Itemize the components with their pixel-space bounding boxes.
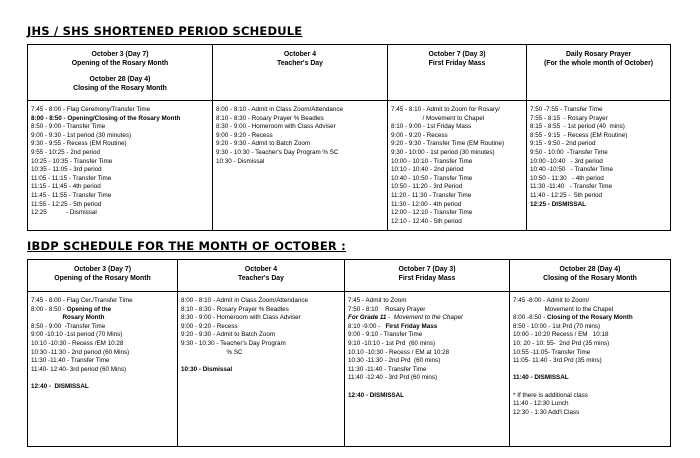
schedule-line: 12:00 - 12:10 - Transfer Time <box>391 209 473 217</box>
jhs-col-header <box>388 45 527 101</box>
schedule-line-segment: First Friday Mass <box>385 322 438 330</box>
schedule-line: 9:15 - 9:50 - 2nd period <box>530 140 596 148</box>
jhs-col-header <box>527 45 671 101</box>
jhs-body-row <box>28 101 671 231</box>
ibdp-col-header <box>510 260 671 292</box>
column-header-line: Opening of the Rosary Month <box>54 274 151 282</box>
column-header-line: October 3 (Day 7) <box>91 51 149 58</box>
ibdp-col-header <box>28 260 178 292</box>
blank-line <box>348 383 506 392</box>
column-header-line: Teacher's Day <box>238 274 284 282</box>
schedule-line: 7:45 - 8:10 - Admit to Zoom for Rosary/ <box>391 106 500 113</box>
schedule-line <box>31 306 174 315</box>
schedule-line: 10:25 - 10:35 - Transfer Time <box>31 157 113 165</box>
schedule-line: 8:30 - 9:00 - Homeroom with Class Adviser <box>216 123 336 131</box>
jhs-header-row <box>28 45 671 101</box>
schedule-line: 7:45 - Admit to Zoom <box>348 297 407 304</box>
blank-line <box>31 374 174 383</box>
schedule-line: 11:15 - 11:45 - 4th period <box>31 183 101 191</box>
schedule-line: 10:40 - 10:50 - Transfer Time <box>391 174 473 182</box>
schedule-line: 9:20 - 9:30 - Admit to Batch Zoom <box>216 140 311 148</box>
schedule-line: 11:40- 12:40- 3rd period (60 Mins) <box>31 365 127 373</box>
schedule-line: 8:10 - 8:30 - Rosary Prayer % Beadles <box>181 305 289 313</box>
schedule-line: 11:05 - 11:15 - Transfer Time <box>31 174 112 182</box>
schedule-line: 9:00 - 9:20 - Recess <box>181 322 238 330</box>
schedule-line: 8:50 - 9:00 -Transfer Time <box>31 322 106 330</box>
ibdp-col-header <box>345 260 510 292</box>
column-header-line: (For the whole month of October) <box>543 59 654 67</box>
schedule-line: Rosary Month <box>31 314 105 322</box>
schedule-line: 9:55 - 10:25 - 2nd period <box>31 148 100 156</box>
jhs-col-body <box>527 101 671 231</box>
schedule-line: 10:30 - Dismissal <box>181 365 233 373</box>
schedule-line-segment: 8:00 -8:50 - <box>513 314 547 322</box>
schedule-line: 11:55 - 12:25 - 5th period <box>31 200 102 208</box>
column-header-line: October 7 (Day 3) <box>398 266 456 273</box>
schedule-line: 10:35 - 11:05 - 3rd period <box>31 166 102 174</box>
schedule-line: 8:00 - 8:10 - Admit in Class Zoom/Attendance <box>181 297 309 304</box>
schedule-line: 11:40 - 12:25 - 5th period <box>530 191 602 199</box>
column-header-line: First Friday Mass <box>398 274 456 282</box>
schedule-line: 9:30 - 10:30 - Teacher's Day Program <box>181 339 286 347</box>
schedule-line: 9:10 -10:10 - 1st Prd (60 mins) <box>348 339 436 347</box>
ibdp-body-row <box>28 292 671 447</box>
jhs-col-body <box>28 101 213 231</box>
ibdp-header-row <box>28 260 671 292</box>
jhs-col-header <box>213 45 388 101</box>
schedule-line: 12:40 - DISMISSAL <box>348 391 404 399</box>
schedule-line: 9:00 - 9:30 - 1st period (30 minutes) <box>31 131 132 139</box>
column-header-line: Daily Rosary Prayer <box>565 51 632 58</box>
schedule-line: 7:55 - 8:15 - Rosary Prayer <box>530 114 608 122</box>
column-header-line: Opening of the Rosary Month <box>71 59 169 67</box>
schedule-line: 12:10 - 12:40 - 5th period <box>391 217 462 225</box>
column-header-line: Closing of the Rosary Month <box>73 84 167 92</box>
schedule-line: 7:45 - 8:00 - Flag Ceremony/Transfer Time <box>31 106 151 113</box>
schedule-line: 7:50 - 8:10 Rosary Prayer <box>348 305 426 313</box>
schedule-line: Movement to the Chapel <box>513 305 614 313</box>
ibdp-col-header <box>178 260 345 292</box>
schedule-line: 10:50 - 11:30 - 4th period <box>530 174 604 182</box>
schedule-line: 7:45 - 8:00 - Flag Cer./Transfer Time <box>31 297 133 304</box>
schedule-line: / Movement to Chapel <box>391 114 485 122</box>
schedule-line: 11:45 - 11:55 - Transfer Time <box>31 191 112 199</box>
schedule-line: 11:05- 11:40 - 3rd Prd (35 mins) <box>513 357 602 365</box>
schedule-line-segment: Opening of the <box>66 305 112 313</box>
column-header-line: October 3 (Day 7) <box>73 266 132 273</box>
schedule-line: * If there is additional class <box>513 391 588 399</box>
schedule-line: 10:00 - 10:20 Recess / EM 10:18 <box>513 331 609 339</box>
schedule-line-segment: For Grade 11 <box>348 314 387 322</box>
schedule-line: 11:30 -11:40 - Transfer Time <box>530 183 613 191</box>
schedule-line: 10: 20 - 10: 55- 2nd Prd (35 mins) <box>513 339 610 347</box>
schedule-line <box>348 314 506 323</box>
schedule-line: 8:50 - 9:00 - Transfer Time <box>31 123 106 131</box>
schedule-line: 9:00 - 9:10 - Transfer Time <box>348 331 423 339</box>
column-header-line: First Friday Mass <box>428 59 486 67</box>
column-header-line: October 4 <box>244 266 278 273</box>
schedule-line: 7:50 -7:55 - Transfer Time <box>530 106 603 113</box>
ibdp-col-body <box>345 292 510 447</box>
schedule-line: 11:30 -11:40 - Transfer Time <box>31 357 110 365</box>
schedule-line: 8:15 - 8:55 - 1st period (40 mins) <box>530 123 625 131</box>
schedule-line: 12:25 - DISMISSAL <box>530 200 586 208</box>
ibdp-schedule-table <box>27 259 671 447</box>
column-header-line: October 28 (Day 4) <box>559 266 621 273</box>
schedule-line: 9:50 - 10:00 -Transfer Time <box>530 148 608 156</box>
ibdp-col-body <box>510 292 671 447</box>
schedule-line: 8:10 - 8:30 - Rosary Prayer % Beadles <box>216 114 324 122</box>
schedule-line-segment: 8:10 -9:00 - <box>348 322 386 330</box>
schedule-line-segment: 8:00 - 8:50 - <box>31 305 67 313</box>
schedule-line-segment: - Movement to the Chapel <box>386 314 463 322</box>
schedule-line: 11:40 - 12:30 Lunch <box>513 400 569 408</box>
schedule-line: 12:40 - DISMISSAL <box>31 382 89 390</box>
schedule-line: 10:00 -10:40 - 3rd period <box>530 157 603 165</box>
blank-line <box>181 357 341 366</box>
schedule-line: 7:45 -8:00 - Admit to Zoom/ <box>513 297 590 304</box>
schedule-line: 9:30 - 10:00 - 1st period (30 minutes) <box>391 148 495 156</box>
header-spacer <box>31 68 209 76</box>
schedule-line: 10:30 - Dismissal <box>216 157 265 165</box>
ibdp-col-body <box>178 292 345 447</box>
schedule-line: 8:00 - 8:10 - Admit in Class Zoom/Attendance <box>216 106 344 113</box>
column-header-line: October 4 <box>283 51 317 58</box>
schedule-line: 8:30 - 9:00 - Homeroom with Class Adviser <box>181 314 301 322</box>
schedule-line: 10:30 -11:30 - 2nd Prd (60 mins) <box>348 357 441 365</box>
jhs-col-header <box>28 45 213 101</box>
schedule-line: 10:40 -10:50 - Transfer Time <box>530 166 613 174</box>
schedule-line: 8:10 - 9:00 - 1st Friday Mass <box>391 123 472 131</box>
schedule-line: 10:10 -10:30 - Recess /EM 10:28 <box>31 339 124 347</box>
column-header-line: Closing of the Rosary Month <box>543 274 637 282</box>
schedule-line: 9:00 - 9:20 - Recess <box>391 131 448 139</box>
jhs-schedule-title: JHS / SHS SHORTENED PERIOD SCHEDULE <box>27 24 303 38</box>
schedule-line: 10:10 -10:30 - Recess / EM at 10:28 <box>348 348 450 356</box>
jhs-col-body <box>213 101 388 231</box>
schedule-line <box>513 314 667 323</box>
schedule-line: 10:00 - 10:10 - Transfer Time <box>391 157 473 165</box>
ibdp-schedule-title: IBDP SCHEDULE FOR THE MONTH OF OCTOBER : <box>27 239 346 253</box>
blank-line <box>513 383 667 392</box>
schedule-line: 10:10 - 10:40 - 2nd period <box>391 166 464 174</box>
schedule-line: 12:25 - Dismissal <box>31 209 97 217</box>
column-header-line: October 7 (Day 3) <box>428 51 486 58</box>
schedule-line-segment: Closing of the Rosary Month <box>546 314 633 322</box>
schedule-line: 9:00 - 9:20 - Recess <box>216 131 273 139</box>
ibdp-col-body <box>28 292 178 447</box>
column-header-line: October 28 (Day 4) <box>89 76 151 84</box>
schedule-line: 10:30 -11:30 - 2nd period (60 Mins) <box>31 348 130 356</box>
schedule-line: 9:20 - 9:30 - Admit to Batch Zoom <box>181 331 276 339</box>
schedule-line <box>348 323 506 332</box>
schedule-line: 8:50 - 10:00 - 1st Prd (70 mins) <box>513 322 601 330</box>
schedule-line: 11:40 - DISMISSAL <box>513 374 569 382</box>
schedule-line: 11:40 -12:40 - 3rd Prd (60 mins) <box>348 374 438 382</box>
schedule-line: 11:20 - 11:30 - Transfer Time <box>391 191 472 199</box>
schedule-line: 8:00 - 8:50 - Opening/Closing of the Rosary Month <box>31 114 181 122</box>
schedule-line: 9:30 - 9:55 - Recess (EM Routine) <box>31 140 127 148</box>
schedule-line: 10:55 -11:05- Transfer Time <box>513 348 591 356</box>
schedule-line: 9:00 -10:10 -1st period (70 Mins) <box>31 331 123 339</box>
column-header-line: Teacher's Day <box>277 59 323 67</box>
schedule-line: % SC <box>181 348 243 356</box>
schedule-line: 11:30 -11:40 - Transfer Time <box>348 365 427 373</box>
jhs-schedule-table <box>27 44 671 231</box>
schedule-line: 8:55 - 9:15 - Recess (EM Routine) <box>530 131 628 139</box>
schedule-line: 9:30 - 10:30 - Teacher's Day Program % SC <box>216 148 339 156</box>
blank-line <box>513 366 667 375</box>
schedule-line: 11:30 - 12:00 - 4th period <box>391 200 462 208</box>
jhs-col-body <box>388 101 527 231</box>
schedule-line: 10:50 - 11:20 - 3rd Period <box>391 183 463 191</box>
schedule-line: 9:20 - 9:30 - Transfer Time (EM Routine) <box>391 140 505 148</box>
schedule-line: 12:30 - 1:30 Add'l Class <box>513 408 580 416</box>
